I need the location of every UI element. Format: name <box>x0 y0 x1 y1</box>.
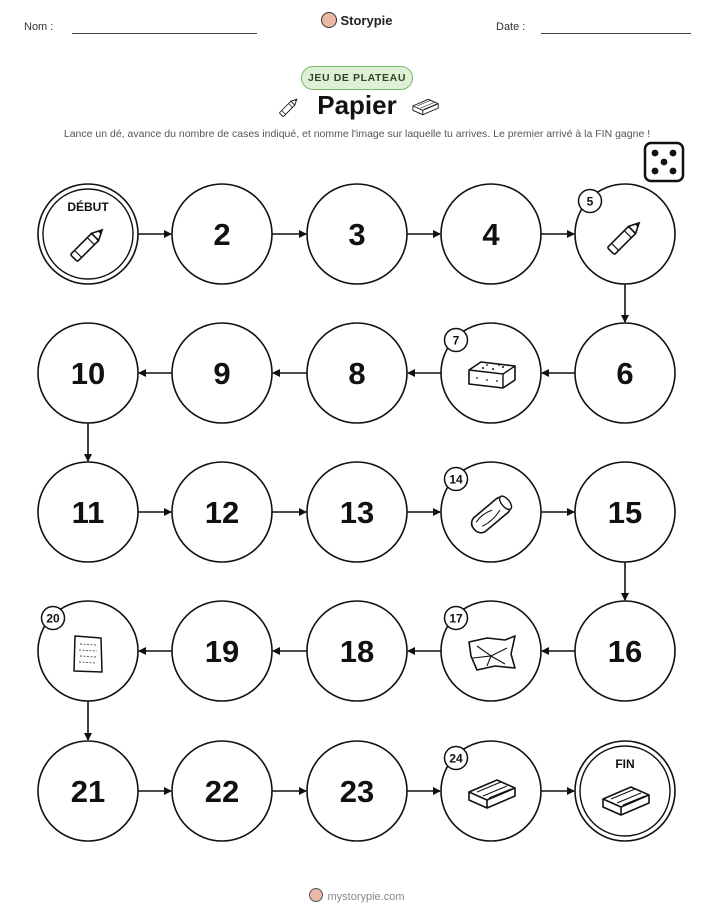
board-cell <box>172 462 272 562</box>
board-cell <box>575 323 675 423</box>
cell-badge <box>42 607 65 630</box>
cell-badge-number: 24 <box>449 751 463 766</box>
cell-number: 8 <box>348 356 366 391</box>
cell-number: 15 <box>607 495 643 530</box>
board-cell <box>38 323 138 423</box>
board-cell <box>38 601 138 701</box>
paper-sheet-icon <box>74 636 102 672</box>
cell-number: 9 <box>213 356 231 391</box>
cell-number: 13 <box>339 495 375 530</box>
cell-number: 12 <box>204 495 240 530</box>
board-cell <box>172 184 272 284</box>
cell-badge <box>445 329 468 352</box>
board-cell <box>441 741 541 841</box>
cell-number: 16 <box>607 634 643 669</box>
footer-text: mystorypie.com <box>327 891 405 903</box>
cell-badge-number: 7 <box>452 333 460 348</box>
cell-number: 23 <box>339 774 375 809</box>
category-badge: JEU DE PLATEAU <box>301 66 413 90</box>
cell-badge-number: 14 <box>449 472 463 487</box>
board-cell <box>172 323 272 423</box>
cell-number: 18 <box>339 634 375 669</box>
board-cell <box>575 462 675 562</box>
board-cell <box>38 462 138 562</box>
board-cell <box>575 601 675 701</box>
cell-number: 11 <box>71 495 105 530</box>
cell-badge <box>445 607 468 630</box>
cell-number: 21 <box>70 774 106 809</box>
board-cell <box>575 741 675 841</box>
board-cell <box>307 462 407 562</box>
cell-badge-number: 17 <box>449 611 463 626</box>
cell-badge-number: 20 <box>46 611 60 626</box>
board-cell <box>575 184 675 284</box>
cell-number: 4 <box>482 217 500 252</box>
cell-label: DÉBUT <box>67 200 109 214</box>
crayon-icon <box>279 97 298 116</box>
cell-badge-number: 5 <box>586 194 594 209</box>
board-cell <box>307 741 407 841</box>
board-cell <box>441 462 541 562</box>
board-cell <box>307 184 407 284</box>
board-cell <box>307 323 407 423</box>
brand-text: Storypie <box>340 13 393 28</box>
cell-number: 19 <box>204 634 240 669</box>
cell-number: 3 <box>348 217 366 252</box>
board-cell <box>38 184 138 284</box>
cell-label: FIN <box>615 757 635 771</box>
cell-number: 22 <box>204 774 240 809</box>
dice-icon <box>645 143 683 181</box>
date-label: Date : <box>496 21 526 33</box>
crumpled-paper-icon <box>469 636 515 670</box>
board-cell <box>172 601 272 701</box>
cell-badge <box>579 190 602 213</box>
cell-badge <box>445 747 468 770</box>
sponge-icon <box>469 362 515 388</box>
cell-badge <box>445 468 468 491</box>
board-cell <box>441 184 541 284</box>
board-cell <box>307 601 407 701</box>
board-cell <box>172 741 272 841</box>
cell-number: 10 <box>70 356 106 391</box>
page-title: Papier <box>317 90 397 120</box>
name-label: Nom : <box>24 21 54 33</box>
board-cell <box>441 323 541 423</box>
board-cell <box>441 601 541 701</box>
cell-number: 2 <box>213 217 231 252</box>
cell-number: 6 <box>616 356 634 391</box>
instructions: Lance un dé, avance du nombre de cases indiqué, et nomme l'image sur laquelle tu arrives. Le premier arrivé à la FIN gagne ! <box>63 128 651 140</box>
wood-plank-icon <box>413 99 438 114</box>
board-cell <box>38 741 138 841</box>
